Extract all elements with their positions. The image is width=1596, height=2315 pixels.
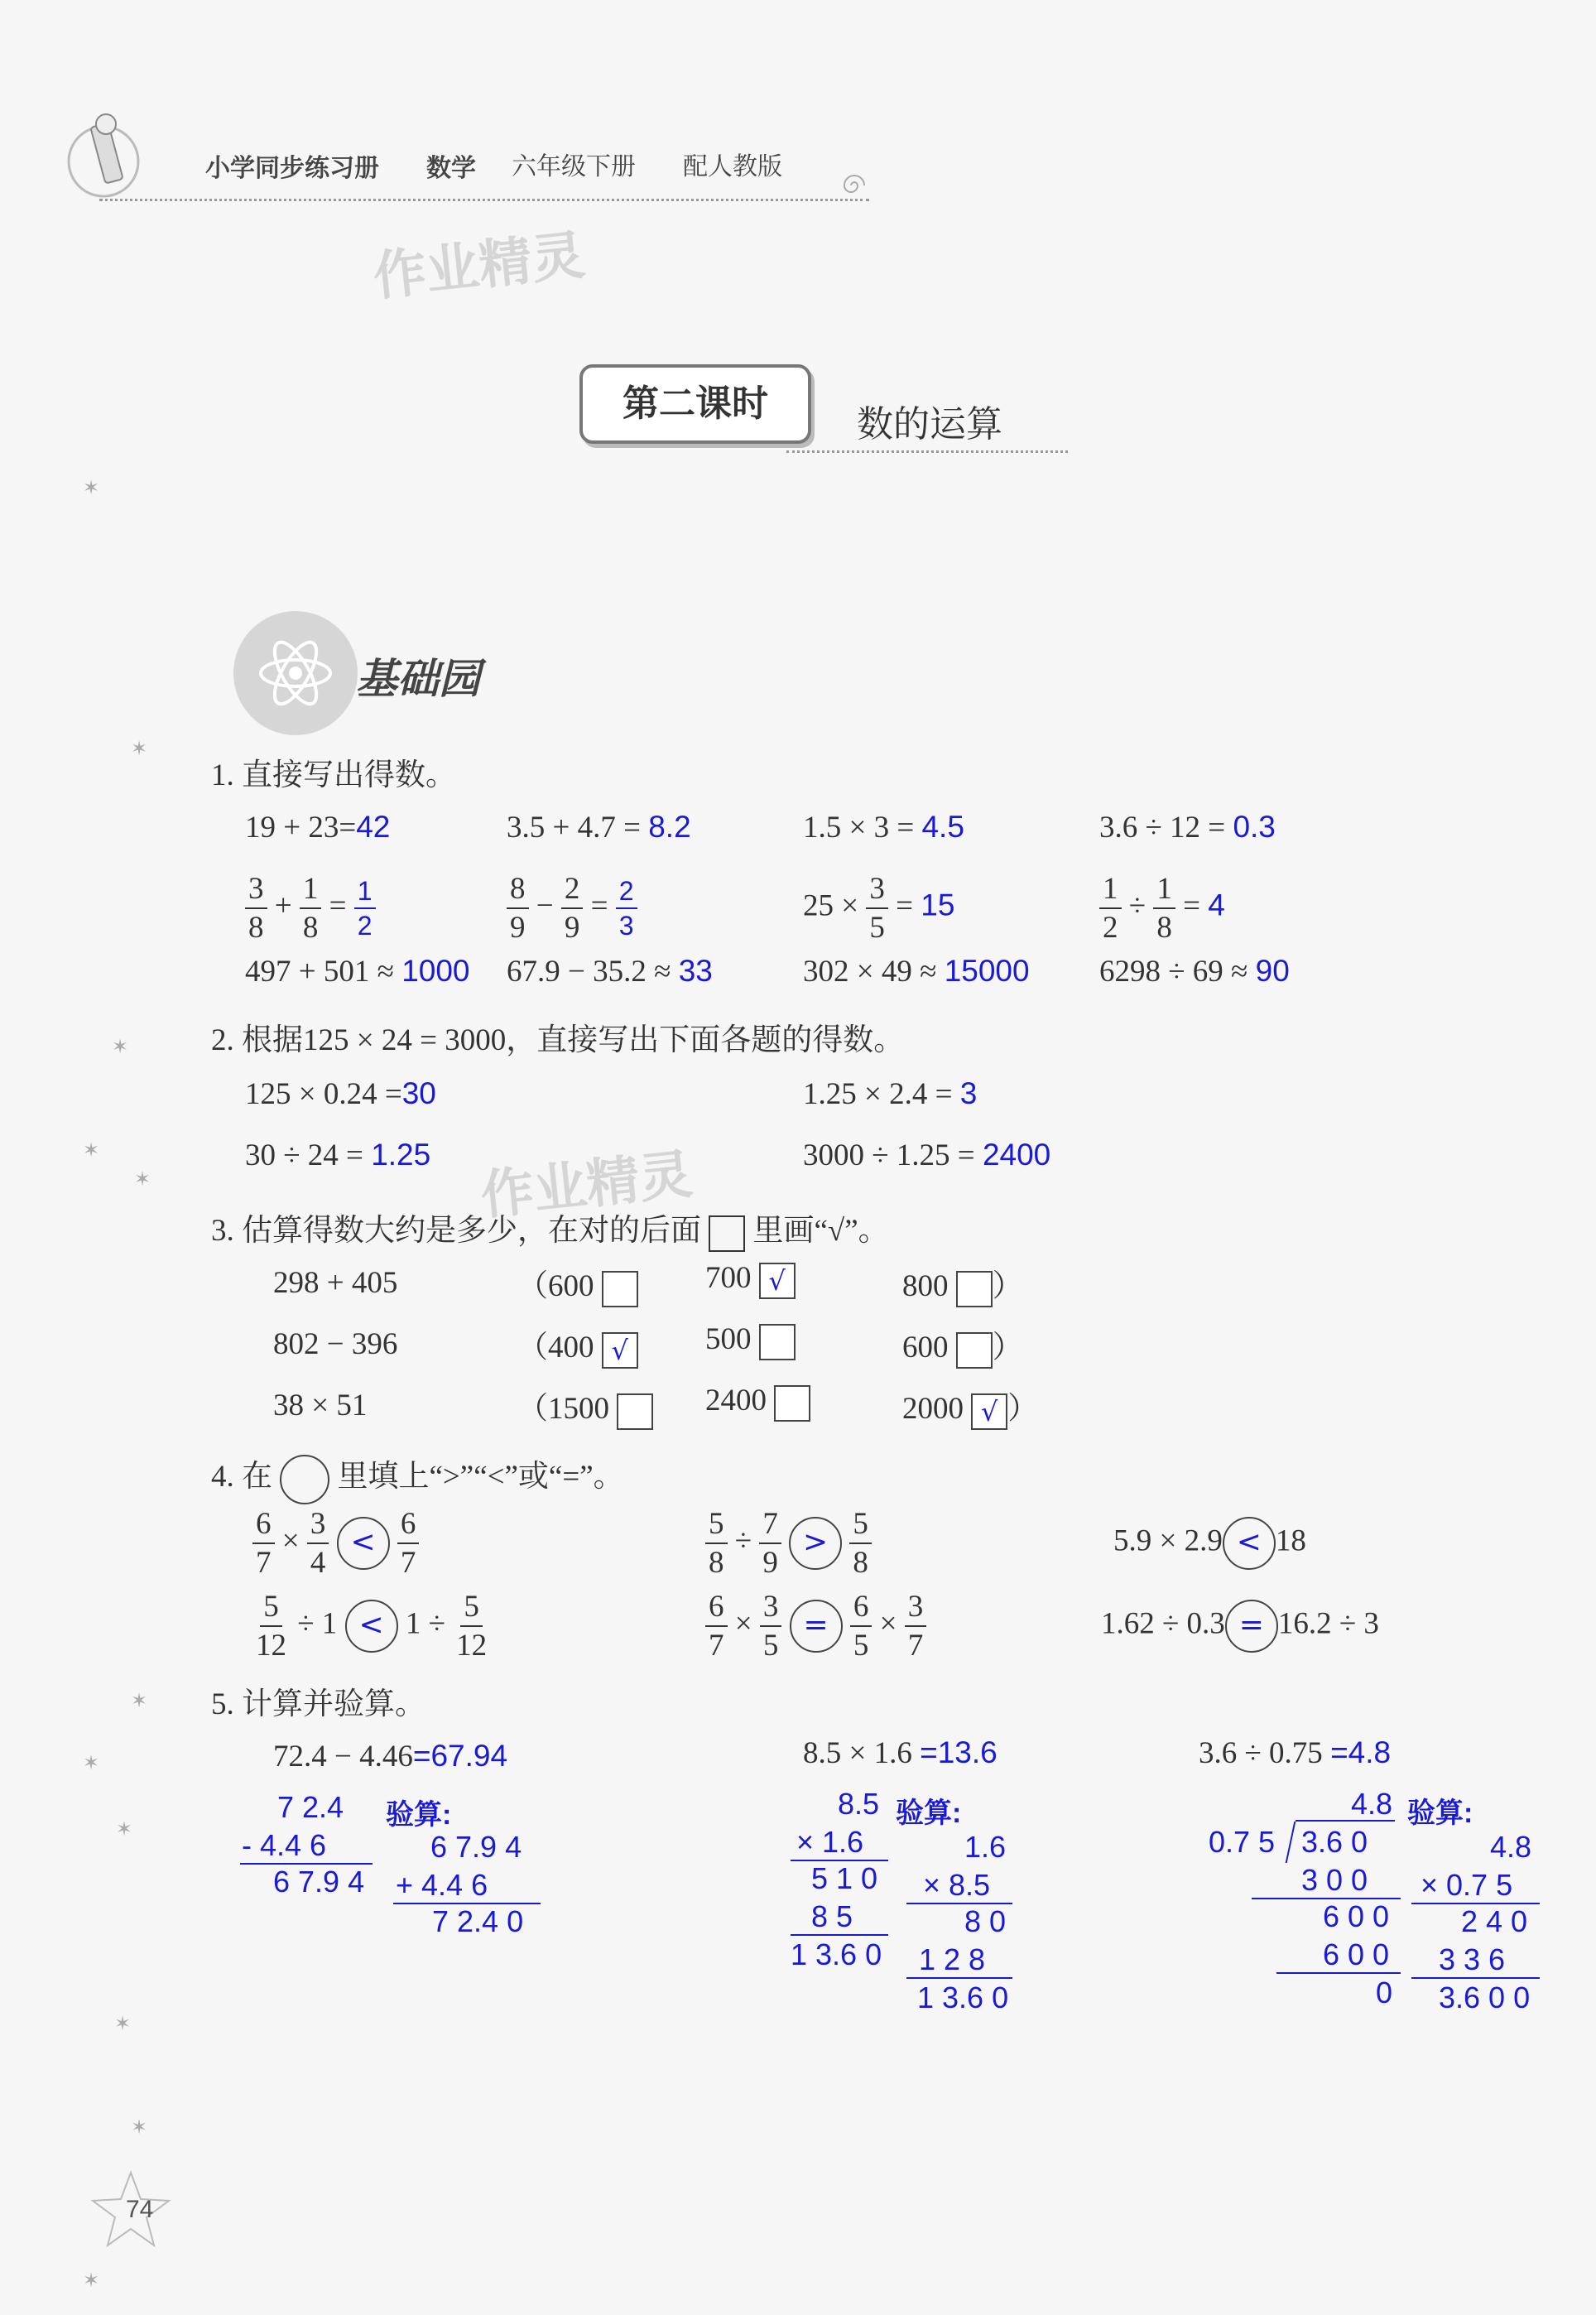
calc-line: - 4.4 6 bbox=[242, 1828, 327, 1862]
calc-line: 6 0 0 bbox=[1323, 1899, 1390, 1933]
division-bracket bbox=[1286, 1822, 1296, 1863]
q1-item-5: $\frac{3}{8}$ + $\frac{1}{8}$ = $\frac{1}{2}$ bbox=[245, 874, 376, 943]
empty-circle-icon bbox=[280, 1455, 329, 1504]
q1-answer: 4 bbox=[1208, 888, 1225, 922]
check-line: × 8.5 bbox=[923, 1868, 991, 1902]
calc-line: × 1.6 bbox=[796, 1825, 864, 1859]
q3-prompt: 3. 估算得数大约是多少，在对的后面 里画“√”。 bbox=[211, 1205, 889, 1252]
star-icon: ✶ bbox=[83, 2270, 100, 2292]
q3-expr: 802 − 396 bbox=[273, 1327, 398, 1361]
q3-option: 2000 √ ） bbox=[902, 1383, 1038, 1430]
q1-item-7: 25 × $\frac{3}{5}$ = 15 bbox=[803, 872, 955, 945]
q3-options-row: （1500 bbox=[517, 1383, 653, 1430]
lesson-label: 第二课时 bbox=[623, 383, 768, 424]
q1-prompt: 1. 直接写出得数。 bbox=[211, 758, 456, 792]
checkbox[interactable] bbox=[617, 1393, 653, 1430]
q1-answer: 15 bbox=[921, 888, 955, 922]
check-line: 1 3.6 0 bbox=[917, 1981, 1009, 2014]
checkbox[interactable] bbox=[956, 1271, 993, 1307]
calc-line: 6 0 0 bbox=[1323, 1937, 1390, 1971]
edition-label: 配人教版 bbox=[683, 153, 782, 180]
q2-item-3: 30 ÷ 24 = 1.25 bbox=[245, 1138, 431, 1172]
q1-item-1: 19 + 23=42 bbox=[245, 810, 391, 845]
q2-answer: 3 bbox=[959, 1076, 978, 1110]
star-icon: ✶ bbox=[131, 1691, 148, 1712]
q5c-expression: 3.6 ÷ 0.75 =4.8 bbox=[1199, 1735, 1392, 1770]
check-line: 2 4 0 bbox=[1461, 1904, 1528, 1938]
q2-answer: 30 bbox=[401, 1076, 436, 1110]
q5a-expression: 72.4 − 4.46=67.94 bbox=[273, 1739, 508, 1774]
page-number: 74 bbox=[126, 2196, 154, 2223]
calc-line: 8 5 bbox=[811, 1899, 853, 1933]
q3-option: 2400 bbox=[705, 1383, 810, 1422]
lesson-label-box bbox=[579, 364, 811, 444]
lesson-title: 数的运算 bbox=[857, 404, 1002, 445]
q1-answer: 1000 bbox=[401, 954, 470, 988]
grade-label: 六年级下册 bbox=[512, 153, 636, 180]
calc-line: 6 7.9 4 bbox=[273, 1865, 365, 1899]
watermark-top: 作业精灵 bbox=[370, 224, 588, 307]
q4-item-5: $\frac{6}{7}$ × $\frac{3}{5}$ = $\frac{6}{5}$ × $\frac{3}{7}$ bbox=[705, 1591, 926, 1661]
calc-line: 0 bbox=[1376, 1976, 1393, 2009]
header-divider bbox=[99, 199, 869, 201]
q2-item-4: 3000 ÷ 1.25 = 2400 bbox=[803, 1138, 1051, 1172]
q5-prompt: 5. 计算并验算。 bbox=[211, 1687, 425, 1721]
star-icon: ✶ bbox=[131, 2117, 148, 2139]
q1-answer: 15000 bbox=[944, 954, 1030, 988]
q1-item-8: $\frac{1}{2}$ ÷ $\frac{1}{8}$ = 4 bbox=[1099, 874, 1225, 943]
q1-answer: 0.3 bbox=[1233, 810, 1276, 844]
watermark-middle: 作业精灵 bbox=[478, 1143, 695, 1226]
compare-circle[interactable]: = bbox=[790, 1600, 843, 1653]
q4-item-3: 5.9 × 2.9 < 18 bbox=[1113, 1517, 1306, 1570]
check-line: 8 0 bbox=[964, 1904, 1007, 1938]
divisor: 0.7 5 bbox=[1209, 1825, 1276, 1859]
check-rule bbox=[906, 1977, 1012, 1979]
q4-item-4: $\frac{5}{12}$ ÷ 1 < 1 ÷ $\frac{5}{12}$ bbox=[256, 1590, 488, 1663]
check-line: 6 7.9 4 bbox=[430, 1830, 522, 1864]
checkbox[interactable] bbox=[774, 1385, 810, 1422]
q1-item-6: $\frac{8}{9}$ − $\frac{2}{9}$ = $\frac{2}{3}$ bbox=[507, 874, 637, 943]
subject-label: 数学 bbox=[426, 155, 476, 182]
dividend: 3.6 0 bbox=[1301, 1825, 1368, 1859]
q3-option: 800 ） bbox=[902, 1260, 1023, 1307]
star-icon: ✶ bbox=[83, 1753, 100, 1774]
lesson-underline bbox=[786, 450, 1068, 453]
mascot-logo bbox=[58, 99, 149, 199]
quotient: 4.8 bbox=[1351, 1787, 1393, 1821]
q1-answer: 4.5 bbox=[921, 810, 964, 844]
calc-line: 8.5 bbox=[838, 1787, 880, 1821]
star-icon: ✶ bbox=[134, 1169, 151, 1191]
check-line: + 4.4 6 bbox=[396, 1868, 488, 1902]
calc-line: 7 2.4 bbox=[277, 1790, 344, 1824]
q3-option: 600 ） bbox=[902, 1321, 1023, 1369]
q2-item-2: 1.25 × 2.4 = 3 bbox=[803, 1076, 978, 1111]
star-icon: ✶ bbox=[83, 478, 100, 499]
star-icon: ✶ bbox=[83, 1140, 100, 1162]
star-icon: ✶ bbox=[116, 1819, 133, 1841]
q1-item-4: 3.6 ÷ 12 = 0.3 bbox=[1099, 810, 1276, 845]
q3-expr: 38 × 51 bbox=[273, 1389, 368, 1422]
checkbox[interactable]: √ bbox=[602, 1332, 638, 1369]
q2-prompt: 2. 根据125 × 24 = 3000，直接写出下面各题的得数。 bbox=[211, 1023, 905, 1057]
q1-item-11: 302 × 49 ≈ 15000 bbox=[803, 954, 1030, 989]
q1-answer: 8.2 bbox=[648, 810, 691, 844]
q3-options-row: （600 bbox=[517, 1260, 638, 1307]
q1-answer: $\frac{1}{2}$ bbox=[354, 878, 376, 939]
q4-item-1: $\frac{6}{7}$ × $\frac{3}{4}$ < $\frac{6}{7}$ bbox=[252, 1509, 419, 1578]
calc-line: 1 3.6 0 bbox=[791, 1937, 882, 1971]
calc-line: 3 0 0 bbox=[1301, 1863, 1368, 1897]
q5-answer: =67.94 bbox=[412, 1739, 508, 1773]
division-bar bbox=[1296, 1820, 1395, 1822]
check-line: 7 2.4 0 bbox=[432, 1904, 524, 1938]
q1-answer: 90 bbox=[1255, 954, 1290, 988]
q4-item-6: 1.62 ÷ 0.3 = 16.2 ÷ 3 bbox=[1101, 1600, 1379, 1653]
section-title: 基础园 bbox=[356, 654, 480, 703]
book-title: 小学同步练习册 bbox=[205, 155, 379, 182]
checkbox[interactable]: √ bbox=[759, 1263, 796, 1299]
check-line: × 0.7 5 bbox=[1421, 1868, 1513, 1902]
q3-option: 500 bbox=[705, 1321, 796, 1360]
atom-icon bbox=[233, 611, 358, 735]
star-icon: ✶ bbox=[131, 739, 148, 760]
check-line: 3 3 6 bbox=[1439, 1942, 1506, 1976]
check-line: 3.6 0 0 bbox=[1439, 1981, 1531, 2014]
star-icon: ✶ bbox=[112, 1037, 129, 1058]
q1-item-10: 67.9 − 35.2 ≈ 33 bbox=[507, 954, 713, 989]
check-label: 验算: bbox=[386, 1799, 452, 1831]
compare-circle[interactable]: > bbox=[789, 1517, 842, 1570]
empty-box-icon bbox=[709, 1215, 745, 1252]
q1-answer: 42 bbox=[356, 810, 391, 844]
q2-answer: 1.25 bbox=[371, 1138, 431, 1172]
swirl-icon bbox=[838, 169, 871, 206]
checkbox[interactable] bbox=[956, 1332, 993, 1369]
compare-circle[interactable]: < bbox=[1223, 1517, 1276, 1570]
q5-answer: =4.8 bbox=[1330, 1735, 1392, 1769]
star-icon: ✶ bbox=[114, 2014, 132, 2035]
q4-item-2: $\frac{5}{8}$ ÷ $\frac{7}{9}$ > $\frac{5}{8}$ bbox=[705, 1509, 872, 1578]
q1-answer: $\frac{2}{3}$ bbox=[616, 878, 637, 939]
q1-item-9: 497 + 501 ≈ 1000 bbox=[245, 954, 470, 989]
check-label: 验算: bbox=[896, 1798, 962, 1829]
calc-line: 5 1 0 bbox=[811, 1861, 878, 1895]
compare-circle[interactable]: < bbox=[345, 1600, 398, 1653]
q1-item-3: 1.5 × 3 = 4.5 bbox=[803, 810, 964, 845]
check-label: 验算: bbox=[1407, 1798, 1473, 1829]
q2-item-1: 125 × 0.24 =30 bbox=[245, 1076, 436, 1111]
q2-answer: 2400 bbox=[982, 1138, 1051, 1172]
check-line: 1.6 bbox=[964, 1830, 1007, 1864]
q1-item-2: 3.5 + 4.7 = 8.2 bbox=[507, 810, 691, 845]
check-rule bbox=[1411, 1977, 1540, 1979]
q4-prompt: 4. 在 里填上“>”“<”或“=”。 bbox=[211, 1451, 624, 1504]
checkbox[interactable] bbox=[602, 1271, 638, 1307]
compare-circle[interactable]: = bbox=[1225, 1600, 1278, 1653]
checkbox[interactable] bbox=[759, 1324, 796, 1360]
check-line: 1 2 8 bbox=[919, 1942, 986, 1976]
calc-rule bbox=[1276, 1972, 1401, 1974]
q5b-expression: 8.5 × 1.6 =13.6 bbox=[803, 1735, 997, 1770]
q1-answer: 33 bbox=[678, 954, 713, 988]
q3-expr: 298 + 405 bbox=[273, 1266, 398, 1300]
q3-options-row: （400 √ bbox=[517, 1321, 638, 1369]
checkbox[interactable]: √ bbox=[971, 1393, 1007, 1430]
q5-answer: =13.6 bbox=[920, 1735, 997, 1769]
q1-item-12: 6298 ÷ 69 ≈ 90 bbox=[1099, 954, 1290, 989]
calc-rule bbox=[791, 1934, 888, 1936]
compare-circle[interactable]: < bbox=[337, 1517, 390, 1570]
q3-option: 700 √ bbox=[705, 1260, 796, 1299]
check-line: 4.8 bbox=[1490, 1830, 1532, 1864]
